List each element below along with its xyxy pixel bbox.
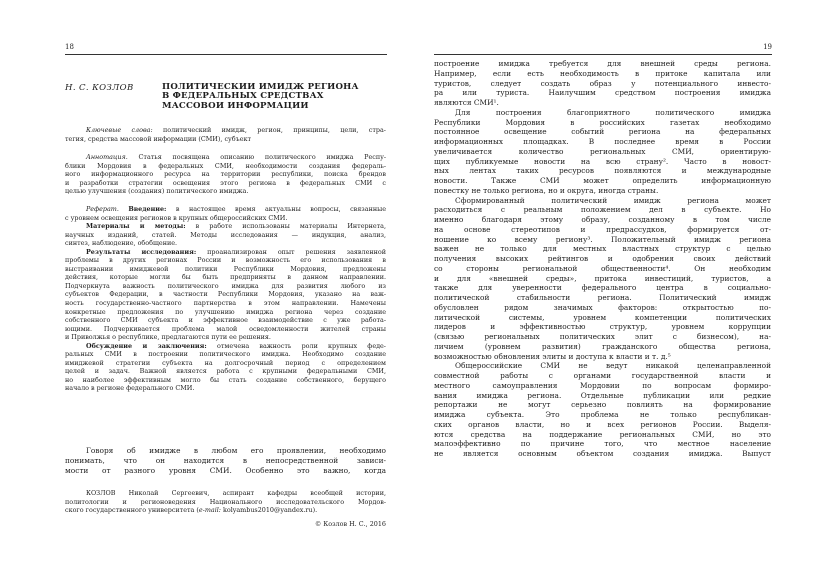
annotation-label: Аннотация. (86, 153, 128, 161)
body-line: также для уверенности федерального центра в социально- (434, 283, 771, 293)
header-rule-left (65, 54, 387, 55)
keywords (65, 126, 386, 143)
body-line: новости. Также СМИ может определить информационную (434, 176, 771, 185)
body-line: увеличивается количество региональных СМИ, ориентирую- (434, 146, 771, 156)
body-line: понимать, что он находится в непосредственной зависи- (65, 455, 386, 465)
methods-text: научных изданий, статей. Методы исследования — индукция, анализ, (65, 230, 386, 239)
intro-label: Введение: (128, 205, 167, 213)
body-line: Например, если есть необходимость в притоке капитала или (434, 68, 771, 78)
body-line: Общероссийские СМИ не ведут никакой целенаправленной (455, 361, 771, 371)
discussion-text: но наиболее эффективным могло бы стать создание собственного, берущего (65, 375, 386, 384)
methods-label: Материалы и методы: (86, 222, 186, 231)
body-line: личием (уровнем развития) гражданского общества региона, (434, 341, 771, 351)
body-line: расходиться с реальным положением дел в субъекте. Но (434, 205, 771, 215)
right-page (410, 0, 820, 566)
body-line: важен не только для местных властных структур с целью (434, 244, 771, 254)
article-author: Н. С. КОЗЛОВ (65, 83, 134, 93)
results-text: действия, которые могли бы быть предприняты в данном направлении. (65, 273, 386, 282)
results-text: и Приволжья о республике, предлагаются пути ее решения. (65, 333, 271, 342)
author-info-text: политологии и регионоведения Национального исследовательского Мордов- (65, 497, 386, 506)
body-line: не является основным объектом создания имиджа. Выпуст (434, 449, 771, 458)
discussion-text: ральных СМИ в построении политического имиджа. Необходимо создание (65, 350, 386, 359)
discussion-text: целей и задач. Важной является работа с крупными федеральными СМИ, (65, 367, 386, 376)
body-line: возможностью обновления элиты и доступа к власти и т. д.⁵ (434, 351, 671, 361)
discussion-text: отмечена важность роли крупных феде- (216, 341, 386, 350)
author-info-text: КОЗЛОВ Николай Сергеевич, аспирант кафедры всеобщей истории, (86, 489, 386, 497)
body-line: построение имиджа требуется для внешней среды региона. (434, 59, 771, 68)
body-line: лидеров и эффективностью структур, уровнем коррупции (434, 322, 771, 332)
author-info (65, 489, 386, 515)
body-line: (связью региональных политических элит с бизнесом), на- (434, 332, 771, 341)
keywords-text: политический имидж, регион, принципы, цели, стра- (162, 126, 386, 134)
body-line: щих публикуемые новости на всю страну². Часто в новост- (434, 156, 771, 166)
title-line: ПОЛИТИЧЕСКИЙ ИМИДЖ РЕГИОНА (162, 83, 359, 92)
body-line: местного самоуправления Мордовии по вопросам формиро- (434, 380, 771, 390)
referat (65, 205, 386, 393)
body-line: совместной работы с органами государственной власти и (434, 371, 771, 380)
results-text: Подчеркнута важность политического имиджа для развития любого из (65, 281, 386, 290)
discussion-label: Обсуждение и заключения: (86, 341, 207, 350)
body-line: ских органов власти, но и всех регионов России. Выделя- (434, 419, 771, 429)
author-info-tail: ). (312, 506, 318, 515)
body-line: Сформированный политический имидж региона может (455, 195, 771, 205)
body-line: являются СМИ¹. (434, 98, 499, 107)
body-line: малоэффективно по причине того, что местное население (434, 439, 771, 449)
body-line: постоянное освещение событий региона на федеральных (434, 127, 771, 137)
body-line: и для «внешней среды», притока инвестиций, туристов, а (434, 273, 771, 283)
body-line: получения высоких рейтингов и одобрения своих действий (434, 254, 771, 263)
title-line: В ФЕДЕРАЛЬНЫХ СРЕДСТВАХ (162, 92, 324, 102)
body-line: информационных площадках. В последнее время в России (434, 137, 771, 146)
header-rule-right (434, 54, 772, 55)
results-text: ющими. Подчеркивается проблема малой осведомленности жителей страны (65, 324, 386, 333)
body-line: именно благодаря этому образу, созданному в том числе (434, 215, 771, 224)
body-line: со стороны региональной общественности⁴. Он необходим (434, 263, 771, 273)
results-text: собственного СМИ субъекта и эффективное взаимодействие с уже работа- (65, 316, 386, 325)
annotation-text: целью улучшения (создания) политического имиджа. (65, 187, 249, 196)
author-email: kolyambus2010@yandex.ru (220, 506, 313, 515)
email-label: e-mail: (198, 506, 221, 515)
title-line: МАССОВОЙ ИНФОРМАЦИИ (162, 101, 309, 111)
discussion-text: начало в регионе федерального СМИ. (65, 384, 195, 393)
referat-label: Реферат. (86, 205, 119, 213)
body-line: повестку не только региона, но и округа, иногда страны. (434, 185, 659, 195)
results-text: конкретные предложения по улучшению имиджа региона через создание (65, 307, 386, 316)
keywords-text: тегия, средства массовой информации (СМИ), субъект (65, 134, 252, 143)
methods-text: синтез, наблюдение, обобщение. (65, 239, 178, 248)
results-text: проанализирован опыт решения заявленной (207, 247, 386, 256)
author-info-text: ского государственного университета ( (65, 506, 199, 515)
body-line: ются средства на поддержание региональных СМИ, но это (434, 429, 771, 439)
body-line: обусловлен рядом значимых факторов: открытостью по- (434, 302, 771, 312)
body-line: мости от разного уровня СМИ. Особенно это важно, когда (65, 465, 386, 475)
annotation-text: и разработки стратегии освещения этого региона в федеральных СМИ с (65, 178, 386, 187)
article-title (162, 83, 359, 111)
results-text: выстраивании имиджевой политики Республики Мордовия, предложены (65, 264, 386, 273)
intro-text: с уровнем освещения регионов в крупных общероссийских СМИ. (65, 213, 288, 222)
body-line: Для построения благоприятного политического имиджа (455, 107, 771, 117)
body-line: ра или туриста. Наилучшим средством построения имиджа (434, 88, 771, 98)
body-line: ношение ко всему региону³. Положительный имидж региона (434, 234, 771, 244)
methods-text: в работе использованы материалы Интернета, (195, 222, 386, 231)
keywords-label: Ключевые слова: (86, 126, 153, 134)
page-number-right: 19 (763, 43, 772, 51)
annotation-text: ного информационного ресурса на территории республики, поиска брендов (65, 170, 386, 179)
results-text: субъектов Федерации, в частности Республики Мордовия, указано на важ- (65, 290, 386, 299)
body-line: репортажи не могут серьезно повлиять на формирование (434, 400, 771, 410)
body-line: ных лентах таких ресурсов появляются и международные (434, 166, 771, 176)
body-line: политической стабильности региона. Политический имидж (434, 293, 771, 302)
body-line: на основе стереотипов и предрассудков, формируется от- (434, 224, 771, 234)
results-text: ность государственно-частного партнерства в этом направлении. Намечены (65, 299, 386, 308)
body-text-right (434, 59, 771, 459)
copyright: © Козлов Н. С., 2016 (314, 520, 386, 528)
annotation-text: блики Мордовия в федеральных СМИ, необходимости создания федераль- (65, 161, 386, 170)
body-line: имиджа субъекта. Это проблема не только республикан- (434, 410, 771, 419)
annotation-text: Статья посвящена описанию политического имиджа Респу- (138, 153, 386, 161)
body-line: туристов, следует создать образ у потенциального инвесто- (434, 78, 771, 88)
page-number-left: 18 (65, 43, 74, 51)
body-line: литической системы, уровнем компетенции политических (434, 312, 771, 322)
annotation (65, 153, 386, 196)
body-line: Говоря об имидже в любом его проявлении, необходимо (86, 446, 386, 455)
results-label: Результаты исследования: (86, 247, 197, 256)
results-text: проблемы в других регионах России и возможность его использования в (65, 256, 386, 265)
body-line: Республики Мордовия в российских газетах необходимо (434, 117, 771, 127)
body-text-left (65, 446, 386, 475)
body-line: вания имиджа региона. Отдельные публикации или редкие (434, 390, 771, 400)
intro-text: в настоящее время актуальны вопросы, связанные (175, 205, 386, 213)
discussion-text: имиджевой стратегии субъекта на долгосрочный период с определением (65, 358, 386, 367)
